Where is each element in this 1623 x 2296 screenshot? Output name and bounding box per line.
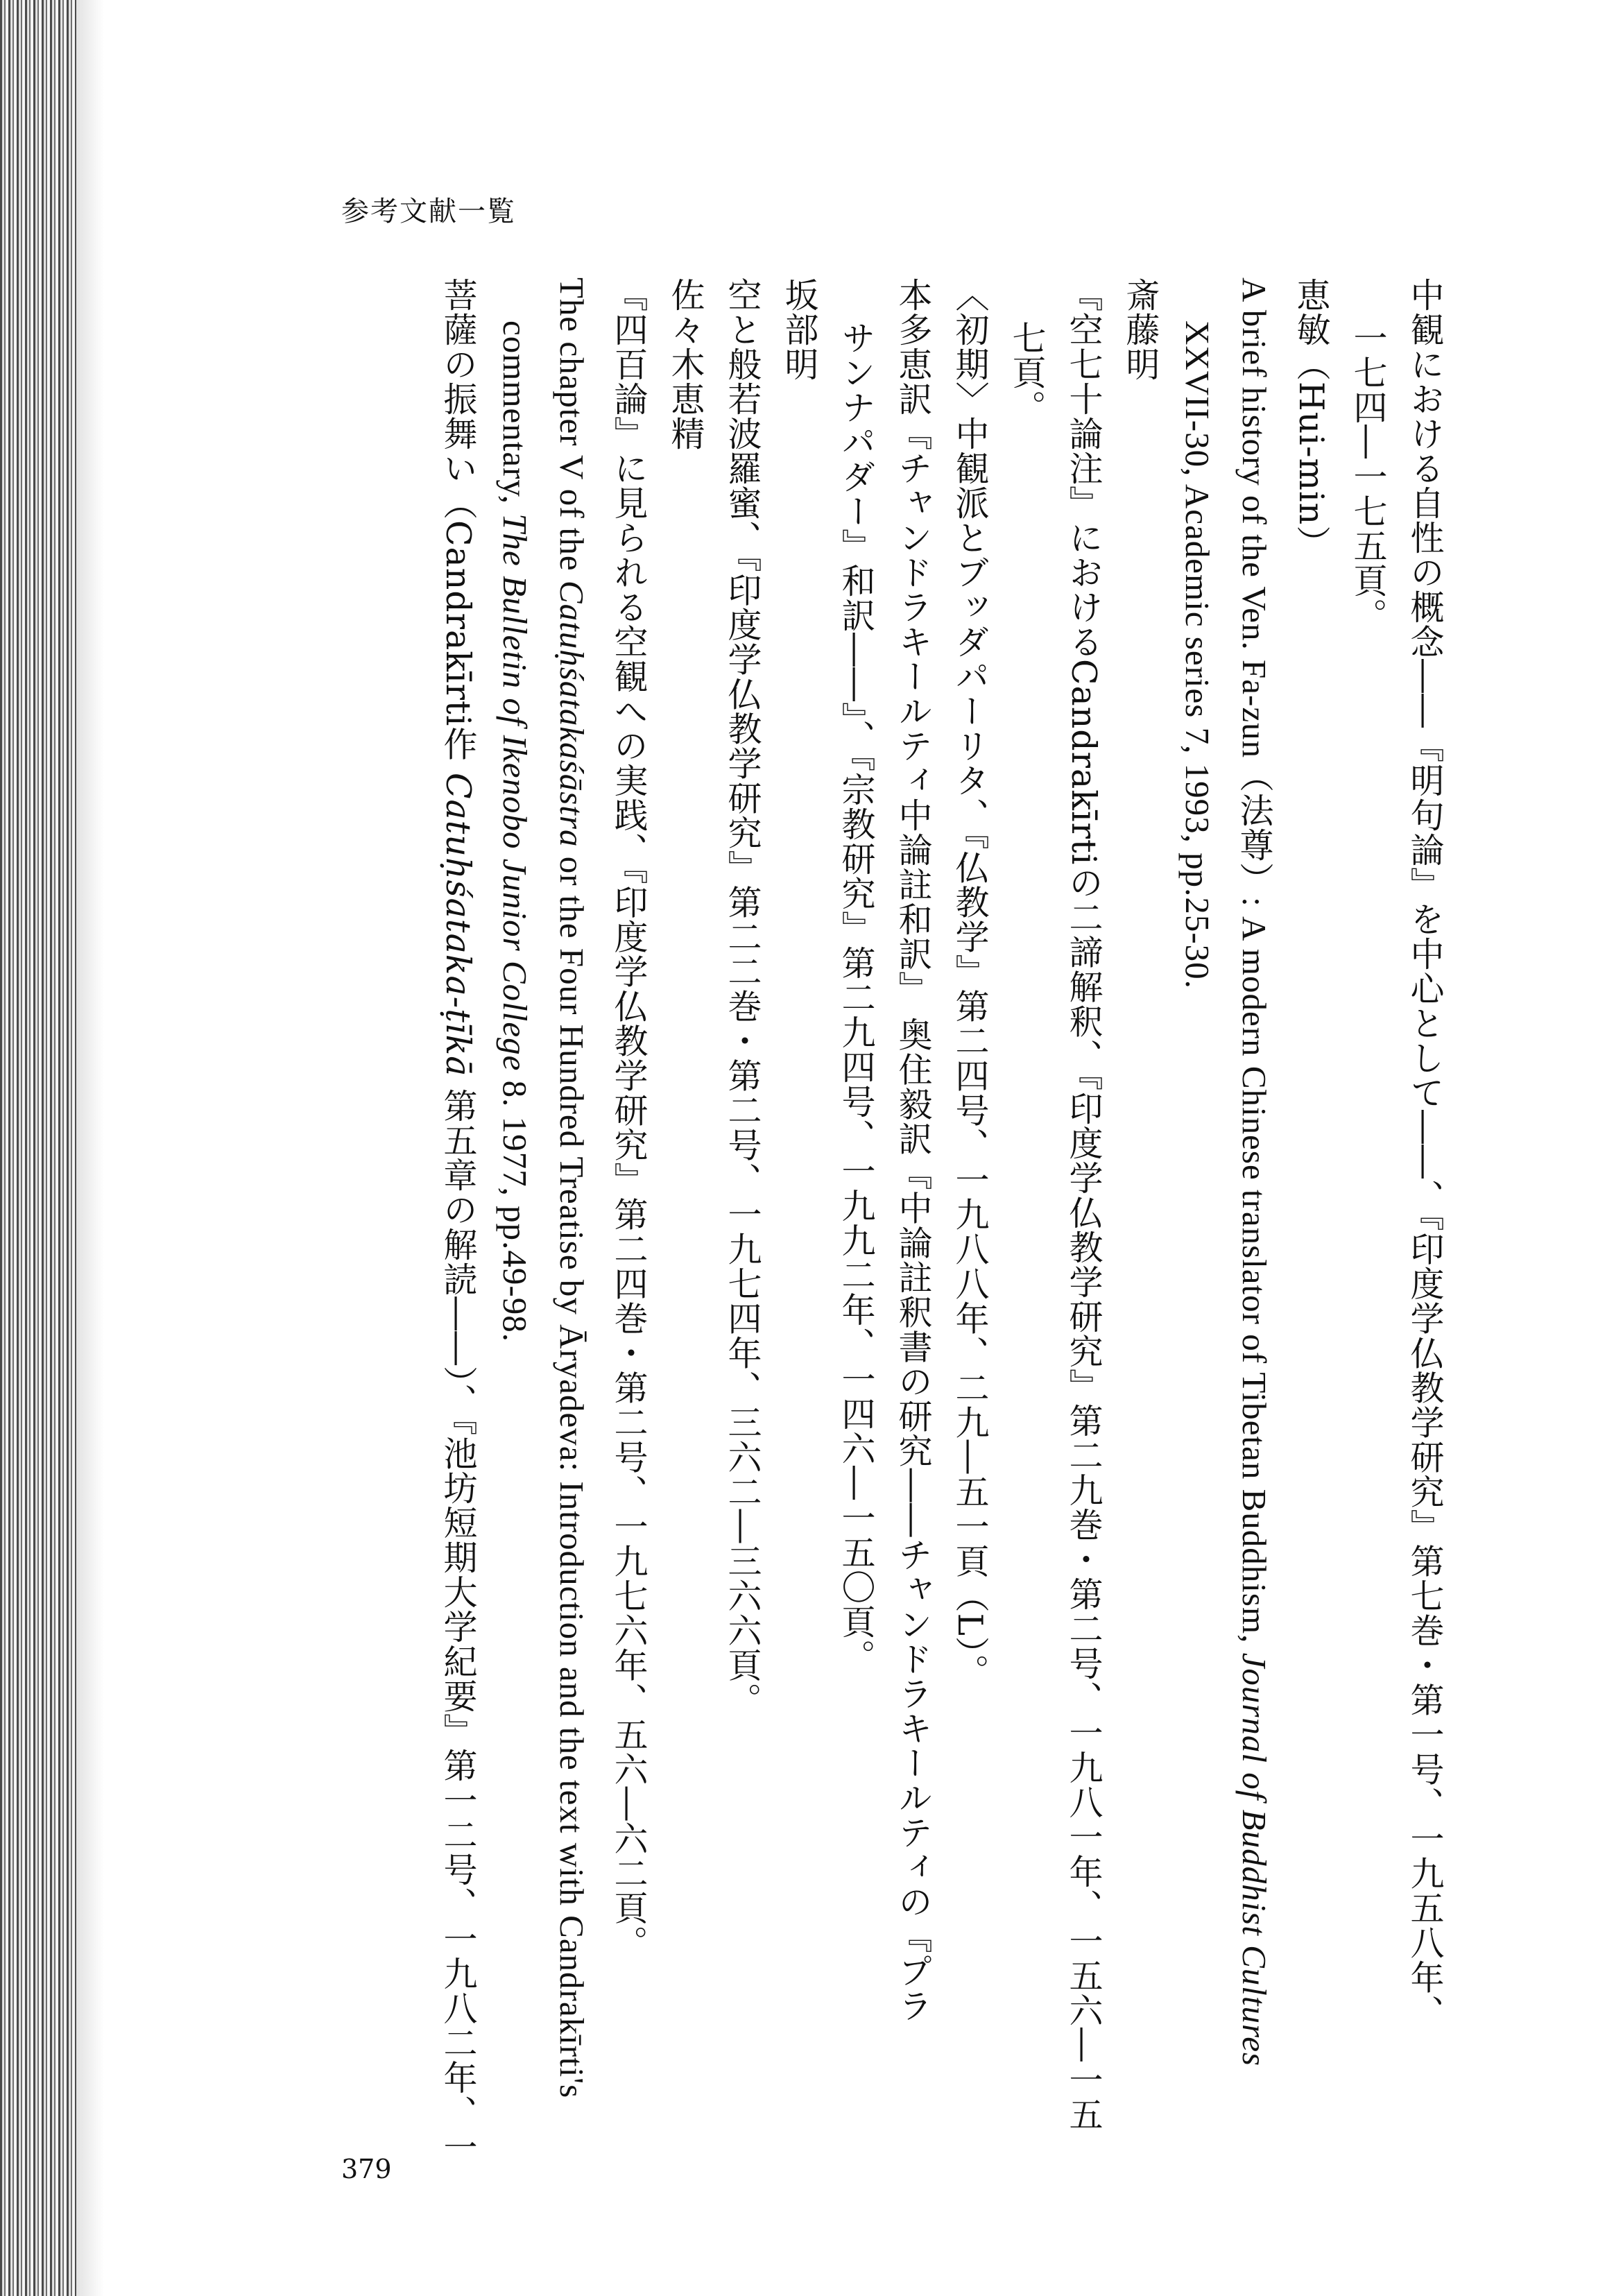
text-column: 佐々木恵精	[666, 277, 705, 451]
text-run: or the Four Hundred Treatise by Āryadeva: Introduction and the text with Candrakīrti's	[553, 847, 591, 2099]
text-column: サンナパダー』和訳――』、『宗教研究』第二九四号、一九九二年、一四六―一五〇頁。	[836, 320, 876, 1674]
text-column: 『四百論』に見られる空観への実践、『印度学仏教学研究』第二四巻・第二号、一九七六年、五六―六二頁。	[609, 277, 649, 1960]
italic-title: Catuḥśataka-ṭīkā	[438, 773, 478, 1077]
text-column: XXVII-30, Academic series 7, 1993, pp.25-30.	[1178, 320, 1217, 989]
text-column: 『空七十論注』におけるCandrakīrtiの二諦解釈、『印度学仏教学研究』第二九巻・第二号、一九八一年、一五六―一五	[1064, 277, 1104, 2132]
page-number: 379	[341, 2154, 392, 2184]
text-run: A brief history of the Ven. Fa-zun（法尊）: A modern Chinese translator of Tibetan Buddhism,	[1235, 277, 1273, 1653]
text-run: The chapter V of the	[553, 277, 591, 581]
text-column: 本多恵訳『チャンドラキールティ中論註和訳』 奥住毅訳『中論註釈書の研究――チャンドラキールティの『プラ	[893, 277, 933, 2023]
text-column	[438, 277, 478, 2165]
text-column: 斎藤明	[1121, 277, 1160, 382]
italic-title: Journal of Buddhist Cultures	[1235, 1652, 1273, 2067]
text-run: 8. 1977, pp.49-98.	[496, 1071, 534, 1342]
text-column: 空と般若波羅蜜、『印度学仏教学研究』第二二巻・第二号、一九七四年、三六二―三六六頁。	[723, 277, 762, 1717]
scan-binding-edge	[0, 0, 76, 2296]
text-column	[1237, 277, 1271, 2066]
text-column: 七頁。	[1007, 320, 1047, 425]
text-run: 第五章の解読――）、『池坊短期大学紀要』第一二号、一九八二年、一	[438, 1077, 478, 2165]
text-column: 坂部明	[780, 277, 819, 382]
text-column: 恵敏（Hui-min）	[1291, 277, 1331, 560]
italic-title: Catuḥśatakaśāstra	[553, 580, 591, 848]
text-column: 〈初期〉中観派とブッダパーリタ、『仏教学』第二四号、一九八八年、二九―五一頁（L）。	[950, 277, 990, 1689]
text-column: 中観における自性の概念――『明句論』を中心として――、『印度学仏教学研究』第七巻・第一号、一九五八年、	[1405, 277, 1445, 2030]
text-column	[498, 320, 532, 1342]
text-run: 菩薩の振舞い（Candrakīrti作	[438, 277, 478, 773]
text-run: commentary,	[496, 320, 534, 514]
text-column	[555, 277, 589, 2098]
text-column: 一七四―一七五頁。	[1348, 320, 1388, 633]
running-head: 参考文献一覧	[341, 196, 516, 228]
italic-title: The Bulletin of Ikenobo Junior College	[496, 513, 534, 1072]
